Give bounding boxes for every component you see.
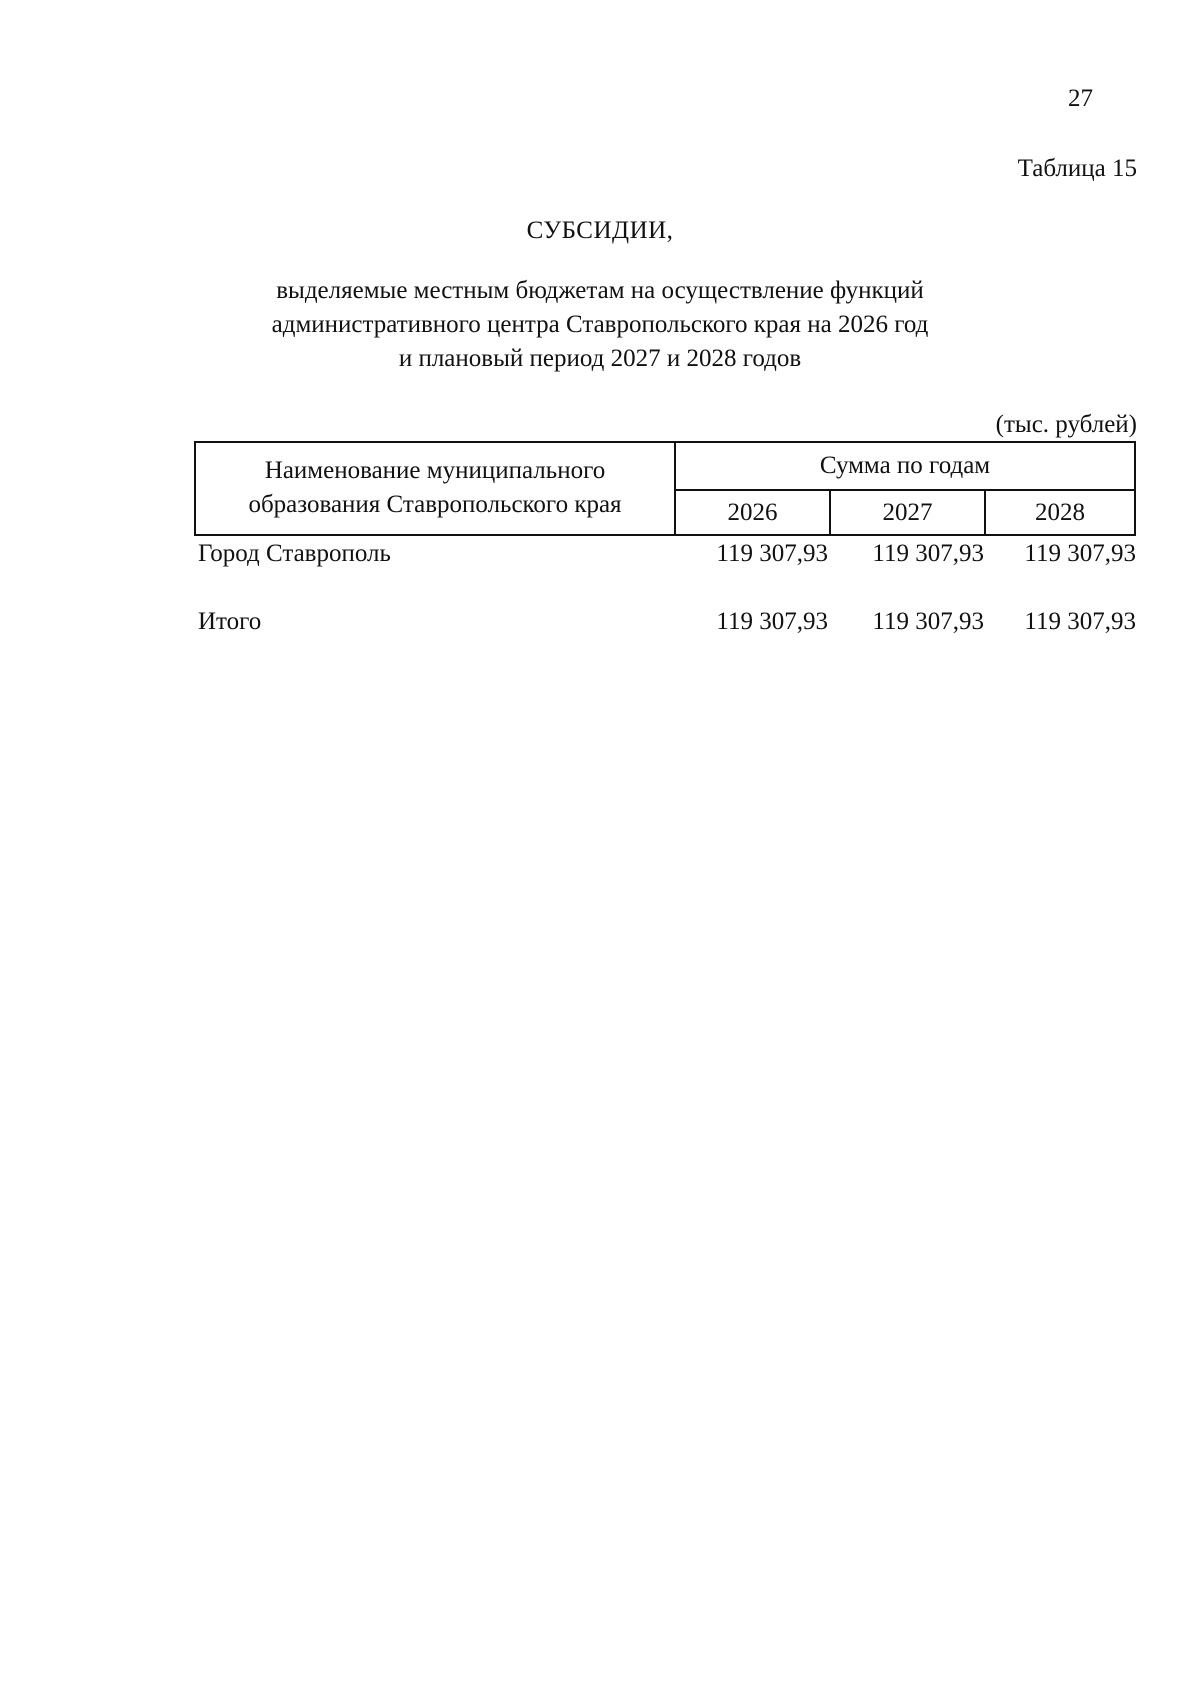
subtitle-line-3: и плановый период 2027 и 2028 годов: [398, 345, 802, 372]
document-title: СУБСИДИИ,: [526, 217, 674, 244]
table-row-total: [196, 605, 1136, 639]
header-name-line-1: Наименование муниципального: [264, 457, 606, 484]
document-subtitle: [240, 274, 960, 376]
table-row: [196, 537, 1136, 571]
header-year-2027: 2027: [831, 491, 986, 534]
header-year-2026: 2026: [676, 491, 831, 534]
total-label: Итого: [198, 608, 262, 635]
subtitle-line-2: административного центра Ставропольского края на 2026 год: [271, 311, 929, 338]
header-sum-by-years: Сумма по годам: [676, 443, 1134, 491]
total-value-2027: 119 307,93: [872, 608, 984, 635]
table-header: [194, 441, 1136, 536]
page-number: 27: [1068, 85, 1093, 112]
subtitle-line-1: выделяемые местным бюджетам на осуществление функций: [276, 277, 924, 304]
row-value-2026: 119 307,93: [716, 540, 828, 567]
units-label: (тыс. рублей): [995, 411, 1137, 438]
header-municipality-name: [196, 443, 676, 534]
row-value-2028: 119 307,93: [1024, 540, 1136, 567]
row-value-2027: 119 307,93: [872, 540, 984, 567]
total-value-2026: 119 307,93: [716, 608, 828, 635]
header-name-line-2: образования Ставропольского края: [248, 491, 622, 518]
table-number: Таблица 15: [1017, 155, 1137, 182]
header-year-2028: 2028: [1035, 499, 1085, 526]
row-municipality-name: Город Ставрополь: [198, 540, 391, 567]
total-value-2028: 119 307,93: [1024, 608, 1136, 635]
